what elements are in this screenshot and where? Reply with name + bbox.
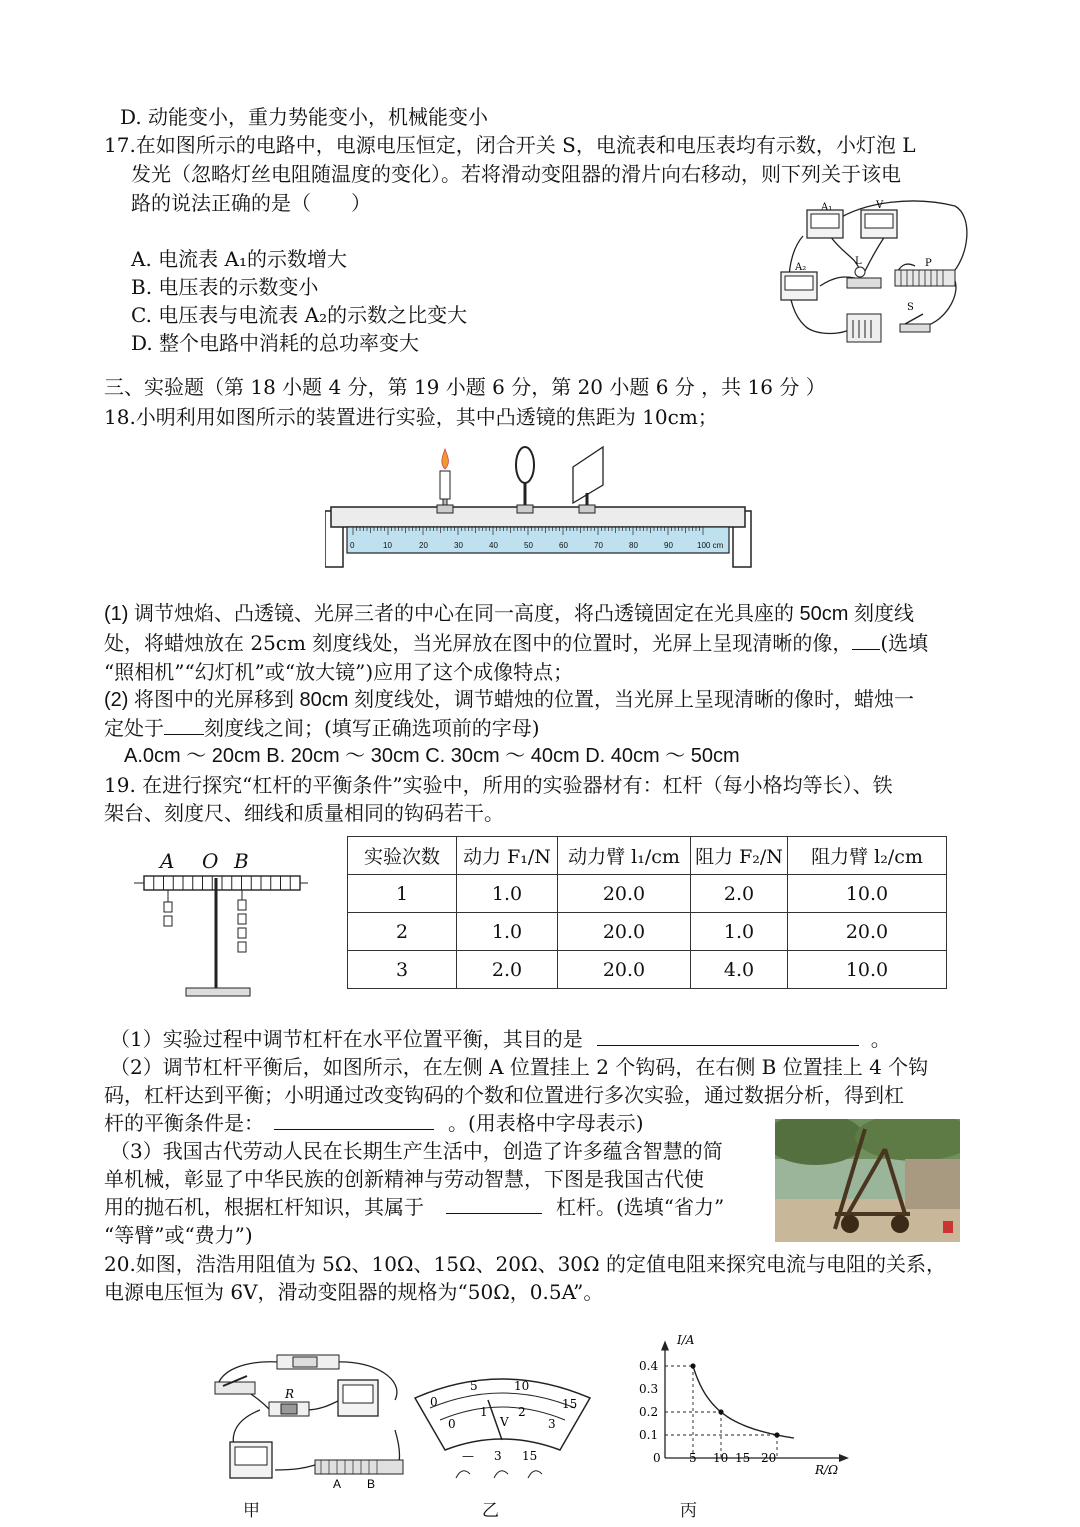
q19-p1 (110, 1025, 891, 1053)
q18-answer-blank-2[interactable] (164, 714, 204, 735)
table-header: 实验次数 (348, 837, 457, 875)
q18-p1-line2-tail: (选填 (880, 631, 929, 655)
q17-option-d: D. 整个电路中消耗的总功率变大 (131, 331, 420, 355)
dial-left: 0 (430, 1395, 438, 1409)
q18-p1-line2-text: 处，将蜡烛放在 25cm 刻度线处，当光屏放在图中的位置时，光屏上呈现清晰的像， (104, 631, 853, 655)
q18-options: A.0cm ～ 20cm B. 20cm ～ 30cm C. 30cm ～ 40cm D. 40cm ～ 50cm (124, 745, 740, 767)
terminal-minus: — (462, 1449, 474, 1463)
table-cell: 1 (348, 875, 457, 913)
ruler-tick-40: 40 (489, 541, 498, 550)
q18-p1-line1: (1) 调节烛焰、凸透镜、光屏三者的中心在同一高度，将凸透镜固定在光具座的 50cm 刻度线 (104, 603, 915, 625)
q19-intro1: 19. 在进行探究“杠杆的平衡条件”实验中，所用的实验器材有：杠杆（每小格均等长）、铁 (104, 773, 893, 797)
table-cell: 3 (348, 951, 457, 989)
dial-right: 15 (562, 1397, 578, 1411)
chart-point (690, 1363, 695, 1368)
convex-lens (516, 447, 534, 513)
q19-p1-text: （1）实验过程中调节杠杆在水平位置平衡，其目的是 (110, 1027, 583, 1051)
table-cell: 1.0 (691, 913, 788, 951)
table-cell: 4.0 (691, 951, 788, 989)
q19-data-table (347, 836, 947, 989)
label-v: V (876, 200, 884, 211)
chart-xlabel: R/Ω (815, 1463, 839, 1477)
label-a2: A₂ (795, 262, 807, 273)
lever-label-o: O (202, 849, 219, 873)
table-cell: 1.0 (457, 913, 558, 951)
q18-p2-line2-tail: 刻度线之间；(填写正确选项前的字母) (204, 716, 540, 740)
table-cell: 1.0 (457, 875, 558, 913)
ruler-tick-50: 50 (524, 541, 533, 550)
ruler-tick-30: 30 (454, 541, 463, 550)
chart-ylabel: I/A (677, 1333, 695, 1347)
table-row (348, 951, 947, 989)
q19-p2-line2: 码，杠杆达到平衡；小明通过改变钩码的个数和位置进行多次实验，通过数据分析，得到杠 (104, 1083, 904, 1107)
chart-ytick: 0.4 (639, 1359, 659, 1373)
table-header: 阻力臂 l₂/cm (788, 837, 947, 875)
q19-intro2: 架台、刻度尺、细线和质量相同的钩码若干。 (104, 801, 504, 825)
dial-inner-2: 2 (518, 1405, 526, 1419)
q20-line2: 电源电压恒为 6V，滑动变阻器的规格为“50Ω，0.5A”。 (104, 1280, 604, 1304)
q19-answer-blank-2[interactable] (274, 1109, 434, 1130)
q17-line3: 路的说法正确的是（ ） (131, 191, 371, 215)
q19-lever-diagram (130, 842, 310, 1004)
dial-top-10: 10 (514, 1379, 530, 1393)
dial-top-5: 5 (470, 1379, 478, 1393)
caption-yi: 乙 (482, 1501, 499, 1520)
q20-line1: 20.如图，浩浩用阻值为 5Ω、10Ω、15Ω、20Ω、30Ω 的定值电阻来探究电流与电阻的关系， (104, 1252, 946, 1276)
q18-p2-line2-head: 定处于 (104, 716, 164, 740)
light-screen (573, 447, 603, 513)
dial-inner-0: 0 (448, 1417, 456, 1431)
caption-bing: 丙 (680, 1501, 697, 1520)
dial-inner-1: 1 (480, 1405, 488, 1419)
q19-p3-line4: “等臂”或“费力”) (104, 1223, 253, 1247)
q18-answer-blank-1[interactable] (852, 629, 880, 650)
q19-p3-line3-tail: 杠杆。(选填“省力” (556, 1195, 725, 1219)
q17-option-a: A. 电流表 A₁的示数增大 (131, 247, 347, 271)
q19-p1-end: 。 (870, 1027, 891, 1051)
table-row (348, 875, 947, 913)
table-cell: 10.0 (788, 875, 947, 913)
q20-iv-chart (635, 1330, 855, 1490)
q19-p3-line2: 单机械，彰显了中华民族的创新精神与劳动智慧，下图是我国古代使 (104, 1167, 704, 1191)
dial-inner-3: 3 (548, 1417, 556, 1431)
q17-circuit-diagram (775, 196, 975, 346)
table-row (348, 913, 947, 951)
lever-label-b: B (234, 849, 249, 873)
table-cell: 2 (348, 913, 457, 951)
ruler-tick-20: 20 (419, 541, 428, 550)
jia-label-a: A (333, 1477, 342, 1490)
table-cell: 2.0 (457, 951, 558, 989)
table-cell: 20.0 (558, 875, 691, 913)
ruler-tick-80: 80 (629, 541, 638, 550)
table-header: 阻力 F₂/N (691, 837, 788, 875)
chart-curve (693, 1366, 794, 1438)
chart-xtick: 5 (689, 1451, 697, 1465)
q19-p2-line3-head: 杆的平衡条件是： (104, 1111, 264, 1135)
ruler-tick-10: 10 (383, 541, 392, 550)
chart-point (718, 1409, 723, 1414)
candle (437, 449, 453, 513)
jia-label-r: R (285, 1387, 295, 1401)
table-cell: 2.0 (691, 875, 788, 913)
chart-ytick: 0.1 (639, 1428, 659, 1442)
catapult-photo (775, 1119, 960, 1242)
q19-answer-blank-1[interactable] (597, 1025, 859, 1046)
q18-intro: 18.小明利用如图所示的装置进行实验，其中凸透镜的焦距为 10cm； (104, 405, 718, 429)
label-l: L (855, 256, 862, 267)
table-cell: 20.0 (558, 951, 691, 989)
q19-p2-line1: （2）调节杠杆平衡后，如图所示，在左侧 A 位置挂上 2 个钩码，在右侧 B 位置挂上 4 个钩 (110, 1055, 929, 1079)
q18-p2-line1: (2) 将图中的光屏移到 80cm 刻度线处，调节蜡烛的位置，当光屏上呈现清晰的像时，蜡烛一 (104, 689, 915, 711)
chart-ytick: 0.2 (639, 1405, 659, 1419)
q19-p2-line3-tail: 。(用表格中字母表示) (448, 1111, 644, 1135)
q19-p2-line3 (104, 1109, 644, 1137)
chart-point (774, 1432, 779, 1437)
chart-xtick: 15 (735, 1451, 751, 1465)
q17-line1: 17.在如图所示的电路中，电源电压恒定，闭合开关 S，电流表和电压表均有示数，小灯泡 L (104, 133, 916, 157)
lever-label-a: A (160, 849, 175, 873)
q19-p3-line1: （3）我国古代劳动人民在长期生产生活中，创造了许多蕴含智慧的简 (110, 1139, 723, 1163)
chart-ytick: 0 (653, 1451, 661, 1465)
q19-answer-blank-3[interactable] (446, 1193, 542, 1214)
q20-circuit-jia (205, 1350, 410, 1490)
q19-p3-line3 (104, 1193, 724, 1221)
caption-jia: 甲 (243, 1501, 260, 1520)
terminal-15: 15 (522, 1449, 538, 1463)
table-cell: 10.0 (788, 951, 947, 989)
ruler-tick-100: 100 cm (697, 541, 724, 550)
label-a1: A₁ (821, 202, 833, 213)
q18-p1-line3: “照相机”“幻灯机”或“放大镜”)应用了这个成像特点； (104, 660, 574, 684)
q18-optical-bench (325, 445, 755, 570)
q17-line2: 发光（忽略灯丝电阻随温度的变化）。若将滑动变阻器的滑片向右移动，则下列关于该电 (131, 162, 901, 186)
table-cell: 20.0 (558, 913, 691, 951)
q19-p3-line3-head: 用的抛石机，根据杠杆知识，其属于 (104, 1195, 424, 1219)
chart-xtick: 10 (713, 1451, 729, 1465)
jia-label-b: B (367, 1477, 376, 1490)
ruler-tick-60: 60 (559, 541, 568, 550)
q17-option-b: B. 电压表的示数变小 (131, 275, 319, 299)
chart-xtick: 20 (761, 1451, 777, 1465)
ruler-tick-90: 90 (664, 541, 673, 550)
ruler-tick-0: 0 (350, 541, 355, 550)
q18-p2-line2 (104, 714, 540, 742)
q18-p1-line2 (104, 629, 928, 657)
q17-option-c: C. 电压表与电流表 A₂的示数之比变大 (131, 303, 468, 327)
chart-ytick: 0.3 (639, 1382, 659, 1396)
dial-unit: V (500, 1415, 509, 1429)
table-header: 动力 F₁/N (457, 837, 558, 875)
label-p: P (925, 258, 932, 269)
table-header: 动力臂 l₁/cm (558, 837, 691, 875)
terminal-3: 3 (494, 1449, 502, 1463)
q16-option-d: D. 动能变小，重力势能变小，机械能变小 (120, 105, 489, 129)
table-header-row (348, 837, 947, 875)
table-cell: 20.0 (788, 913, 947, 951)
section3-heading: 三、实验题（第 18 小题 4 分，第 19 小题 6 分，第 20 小题 6 分 ，共 16 分 ） (104, 375, 826, 399)
label-s: S (907, 302, 914, 313)
ruler-tick-70: 70 (594, 541, 603, 550)
q20-voltmeter-dial (410, 1370, 595, 1490)
